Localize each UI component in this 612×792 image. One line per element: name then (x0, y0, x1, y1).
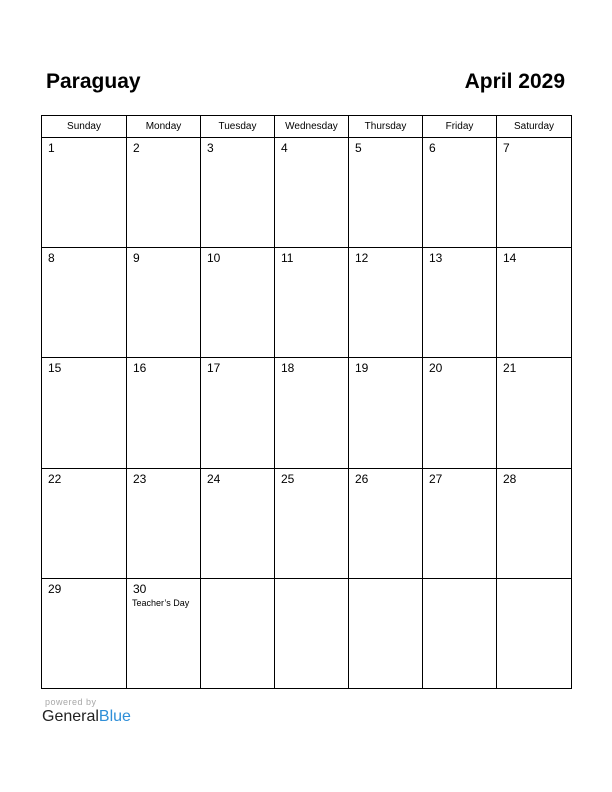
powered-by-text: powered by (45, 697, 97, 707)
day-cell (275, 468, 349, 578)
day-number: 12 (355, 251, 369, 266)
empty-day-cell (275, 578, 349, 688)
day-number: 22 (48, 471, 62, 486)
empty-day-cell (497, 578, 572, 688)
calendar-week-row (42, 578, 572, 688)
day-cell (497, 468, 572, 578)
day-number: 25 (281, 471, 295, 486)
day-number: 6 (429, 141, 436, 155)
weekday-friday: Friday (423, 116, 497, 138)
day-number: 18 (281, 361, 295, 376)
day-cell (275, 248, 349, 358)
brand-general: General (42, 708, 99, 725)
calendar-week-row (42, 138, 572, 248)
calendar-header (46, 70, 565, 100)
holiday-label: Teacher’s Day (132, 597, 190, 608)
day-cell (275, 138, 349, 248)
day-number: 30 (133, 581, 147, 596)
day-cell (497, 248, 572, 358)
day-number: 13 (429, 251, 443, 266)
calendar-week-row (42, 468, 572, 578)
day-cell (201, 358, 275, 468)
day-number: 20 (429, 361, 443, 376)
day-cell (42, 358, 127, 468)
day-number: 7 (503, 141, 510, 155)
day-cell (201, 468, 275, 578)
day-number: 26 (355, 471, 369, 486)
day-number: 4 (281, 141, 288, 155)
day-number: 11 (281, 251, 294, 266)
day-cell (497, 138, 572, 248)
day-number: 28 (503, 471, 517, 486)
empty-day-cell (423, 578, 497, 688)
day-cell (127, 248, 201, 358)
day-number: 16 (133, 361, 147, 376)
country-title: Paraguay (46, 70, 141, 93)
day-cell (423, 138, 497, 248)
day-cell (42, 578, 127, 688)
day-cell (42, 138, 127, 248)
day-cell (275, 358, 349, 468)
day-number: 14 (503, 251, 517, 266)
day-number: 10 (207, 251, 221, 266)
day-number: 29 (48, 581, 62, 596)
day-cell (349, 138, 423, 248)
day-number: 8 (48, 251, 55, 266)
weekday-monday: Monday (127, 116, 201, 138)
brand-blue: Blue (98, 708, 131, 725)
empty-day-cell (201, 578, 275, 688)
calendar-week-row (42, 358, 572, 468)
day-cell (349, 248, 423, 358)
day-cell (42, 468, 127, 578)
day-cell (201, 138, 275, 248)
day-number: 24 (207, 471, 221, 486)
day-cell (497, 358, 572, 468)
weekday-sunday: Sunday (42, 116, 127, 138)
day-number: 9 (133, 251, 140, 266)
day-cell (127, 358, 201, 468)
weekday-saturday: Saturday (497, 116, 572, 138)
day-number: 15 (48, 361, 62, 376)
day-number: 23 (133, 471, 147, 486)
calendar-grid (41, 115, 572, 689)
day-number: 27 (429, 471, 443, 486)
weekday-wednesday: Wednesday (275, 116, 349, 138)
day-cell (423, 248, 497, 358)
day-cell (127, 468, 201, 578)
day-number: 19 (355, 361, 369, 376)
day-number: 2 (133, 141, 140, 155)
day-cell (349, 358, 423, 468)
day-cell (349, 468, 423, 578)
weekday-header-row (42, 116, 572, 138)
month-year-title: April 2029 (464, 70, 565, 93)
day-cell (127, 138, 201, 248)
day-cell (201, 248, 275, 358)
empty-day-cell (349, 578, 423, 688)
day-cell (127, 578, 201, 688)
day-cell (423, 358, 497, 468)
day-number: 1 (48, 141, 55, 155)
day-number: 21 (503, 361, 517, 376)
calendar-week-row (42, 248, 572, 358)
weekday-tuesday: Tuesday (201, 116, 275, 138)
generalblue-logo (42, 708, 131, 726)
day-number: 3 (207, 141, 214, 155)
day-number: 17 (207, 361, 221, 376)
footer-branding (42, 697, 131, 726)
weekday-thursday: Thursday (349, 116, 423, 138)
day-cell (42, 248, 127, 358)
day-number: 5 (355, 141, 362, 155)
day-cell (423, 468, 497, 578)
